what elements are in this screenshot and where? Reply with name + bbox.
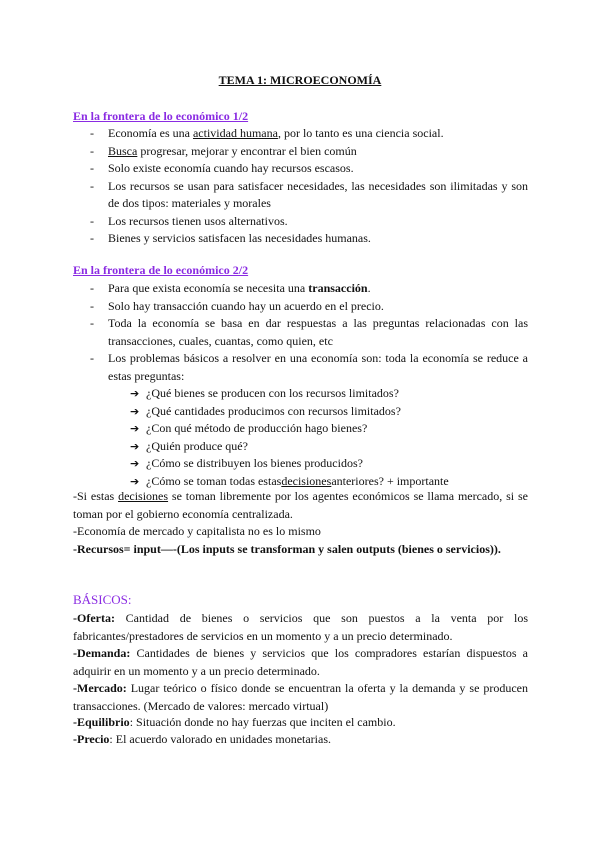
definition-precio: -Precio: El acuerdo valorado en unidades monetarias. xyxy=(73,732,332,746)
list-item: - Los recursos se usan para satisfacer necesidades, las necesidades son ilimitadas y son de dos tipos: materiales y morales xyxy=(88,178,528,213)
list-item: - Busca progresar, mejorar y encontrar el bien común xyxy=(88,143,528,161)
section-2-list xyxy=(88,280,528,385)
right-arrow-icon: ➔ xyxy=(130,387,140,400)
page-title: TEMA 1: MICROECONOMÍA xyxy=(218,73,382,87)
right-arrow-icon: ➔ xyxy=(130,474,140,488)
section-1-list xyxy=(88,125,528,248)
list-item: ➔ ¿Qué cantidades producimos con recursos limitados? xyxy=(130,403,530,421)
right-arrow-icon: ➔ xyxy=(130,404,140,418)
section-heading-2: En la frontera de lo económico 2/2 xyxy=(73,263,249,277)
list-item: ➔ ¿Cómo se distribuyen los bienes producidos? xyxy=(130,455,530,473)
definition-demanda: -Demanda: Cantidades de bienes y servicios que los compradores estarían dispuestos a adquirir en un momento y a un precio determinado. xyxy=(73,646,528,678)
paragraph-decisiones: -Si estas decisiones se toman libremente por los agentes económicos se llama mercado, si se toman por el gobierno economía centralizada. xyxy=(73,489,528,521)
definition-oferta: -Oferta: Cantidad de bienes o servicios que son puestos a la venta por los fabricantes/prestadores de servicios en un momento y a un precio determinado. xyxy=(73,611,528,643)
list-item: ➔ ¿Cómo se toman todas estas decisiones anteriores? + importante xyxy=(130,473,530,491)
paragraph-recursos: -Recursos= input—-(Los inputs se transforman y salen outputs (bienes o servicios)). xyxy=(73,542,501,556)
list-item: - Los problemas básicos a resolver en una economía son: toda la economía se reduce a estas preguntas: xyxy=(88,350,528,385)
list-item: ➔ ¿Con qué método de producción hago bienes? xyxy=(130,420,530,438)
list-item: - Solo hay transacción cuando hay un acuerdo en el precio. xyxy=(88,298,528,316)
section-heading-basicos: BÁSICOS: xyxy=(73,592,132,607)
list-item: - Bienes y servicios satisfacen las necesidades humanas. xyxy=(88,230,528,248)
list-item: ➔ ¿Qué bienes se producen con los recursos limitados? xyxy=(130,385,530,403)
list-item: - Los recursos tienen usos alternativos. xyxy=(88,213,528,231)
paragraph-mercado: -Economía de mercado y capitalista no es lo mismo xyxy=(73,524,321,538)
right-arrow-icon: ➔ xyxy=(130,457,140,470)
list-item: - Solo existe economía cuando hay recursos escasos. xyxy=(88,160,528,178)
list-item: - Para que exista economía se necesita una transacción. xyxy=(88,280,528,298)
list-item: - Economía es una actividad humana, por lo tanto es una ciencia social. xyxy=(88,125,528,143)
right-arrow-icon: ➔ xyxy=(130,439,140,453)
section-heading-1: En la frontera de lo económico 1/2 xyxy=(73,109,249,123)
list-item: - Toda la economía se basa en dar respuestas a las preguntas relacionadas con las transacciones, cuales, cuantas, como quien, etc xyxy=(88,315,528,350)
definition-equilibrio: -Equilibrio: Situación donde no hay fuerzas que inciten el cambio. xyxy=(73,715,396,729)
right-arrow-icon: ➔ xyxy=(130,422,140,435)
questions-list xyxy=(130,385,530,490)
list-item: ➔ ¿Quién produce qué? xyxy=(130,438,530,456)
definition-mercado: -Mercado: Lugar teórico o físico donde se encuentran la oferta y la demanda y se producen transacciones. (Mercado de valores: mercado virtual) xyxy=(73,681,528,713)
